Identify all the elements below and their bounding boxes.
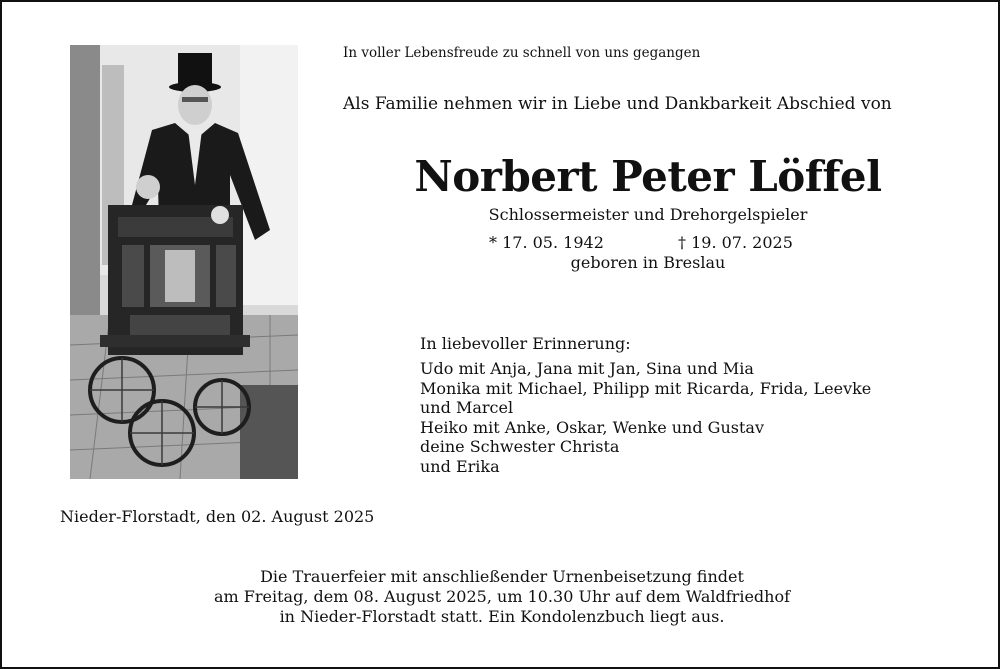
deceased-profession: Schlossermeister und Drehorgelspieler xyxy=(488,205,808,224)
mourner-line: und Marcel xyxy=(420,398,514,417)
mourner-line: deine Schwester Christa xyxy=(420,437,620,456)
mourner-line: und Erika xyxy=(420,456,500,476)
portrait-photo xyxy=(70,45,298,479)
service-line: in Nieder-Florstadt statt. Ein Kondolenzbuch liegt aus. xyxy=(279,607,725,626)
intro-text: Als Familie nehmen wir in Liebe und Dankbarkeit Abschied von xyxy=(343,94,892,114)
mourners-list xyxy=(420,359,871,476)
service-line: am Freitag, dem 08. August 2025, um 10.30 Uhr auf dem Waldfriedhof xyxy=(213,587,791,606)
birth-date: * 17. 05. 1942 xyxy=(489,233,604,252)
birthplace-text: geboren in Breslau xyxy=(570,253,726,272)
mourner-line: Monika mit Michael, Philipp mit Ricarda, Frida, Leevke xyxy=(420,378,872,398)
death-date: † 19. 07. 2025 xyxy=(678,233,793,252)
mourner-line: Heiko mit Anke, Oskar, Wenke und Gustav xyxy=(420,417,764,437)
funeral-service-notice xyxy=(102,567,902,627)
portrait-photo-image xyxy=(70,45,298,479)
place-and-date: Nieder-Florstadt, den 02. August 2025 xyxy=(60,507,375,526)
deceased-name: Norbert Peter Löffel xyxy=(414,152,882,201)
mourner-line: Udo mit Anja, Jana mit Jan, Sina und Mia xyxy=(420,359,754,378)
mourners-heading: In liebevoller Erinnerung: xyxy=(420,334,631,353)
service-line: Die Trauerfeier mit anschließender Urnenbeisetzung findet xyxy=(260,567,744,586)
motto-text: In voller Lebensfreude zu schnell von uns gegangen xyxy=(343,45,701,61)
